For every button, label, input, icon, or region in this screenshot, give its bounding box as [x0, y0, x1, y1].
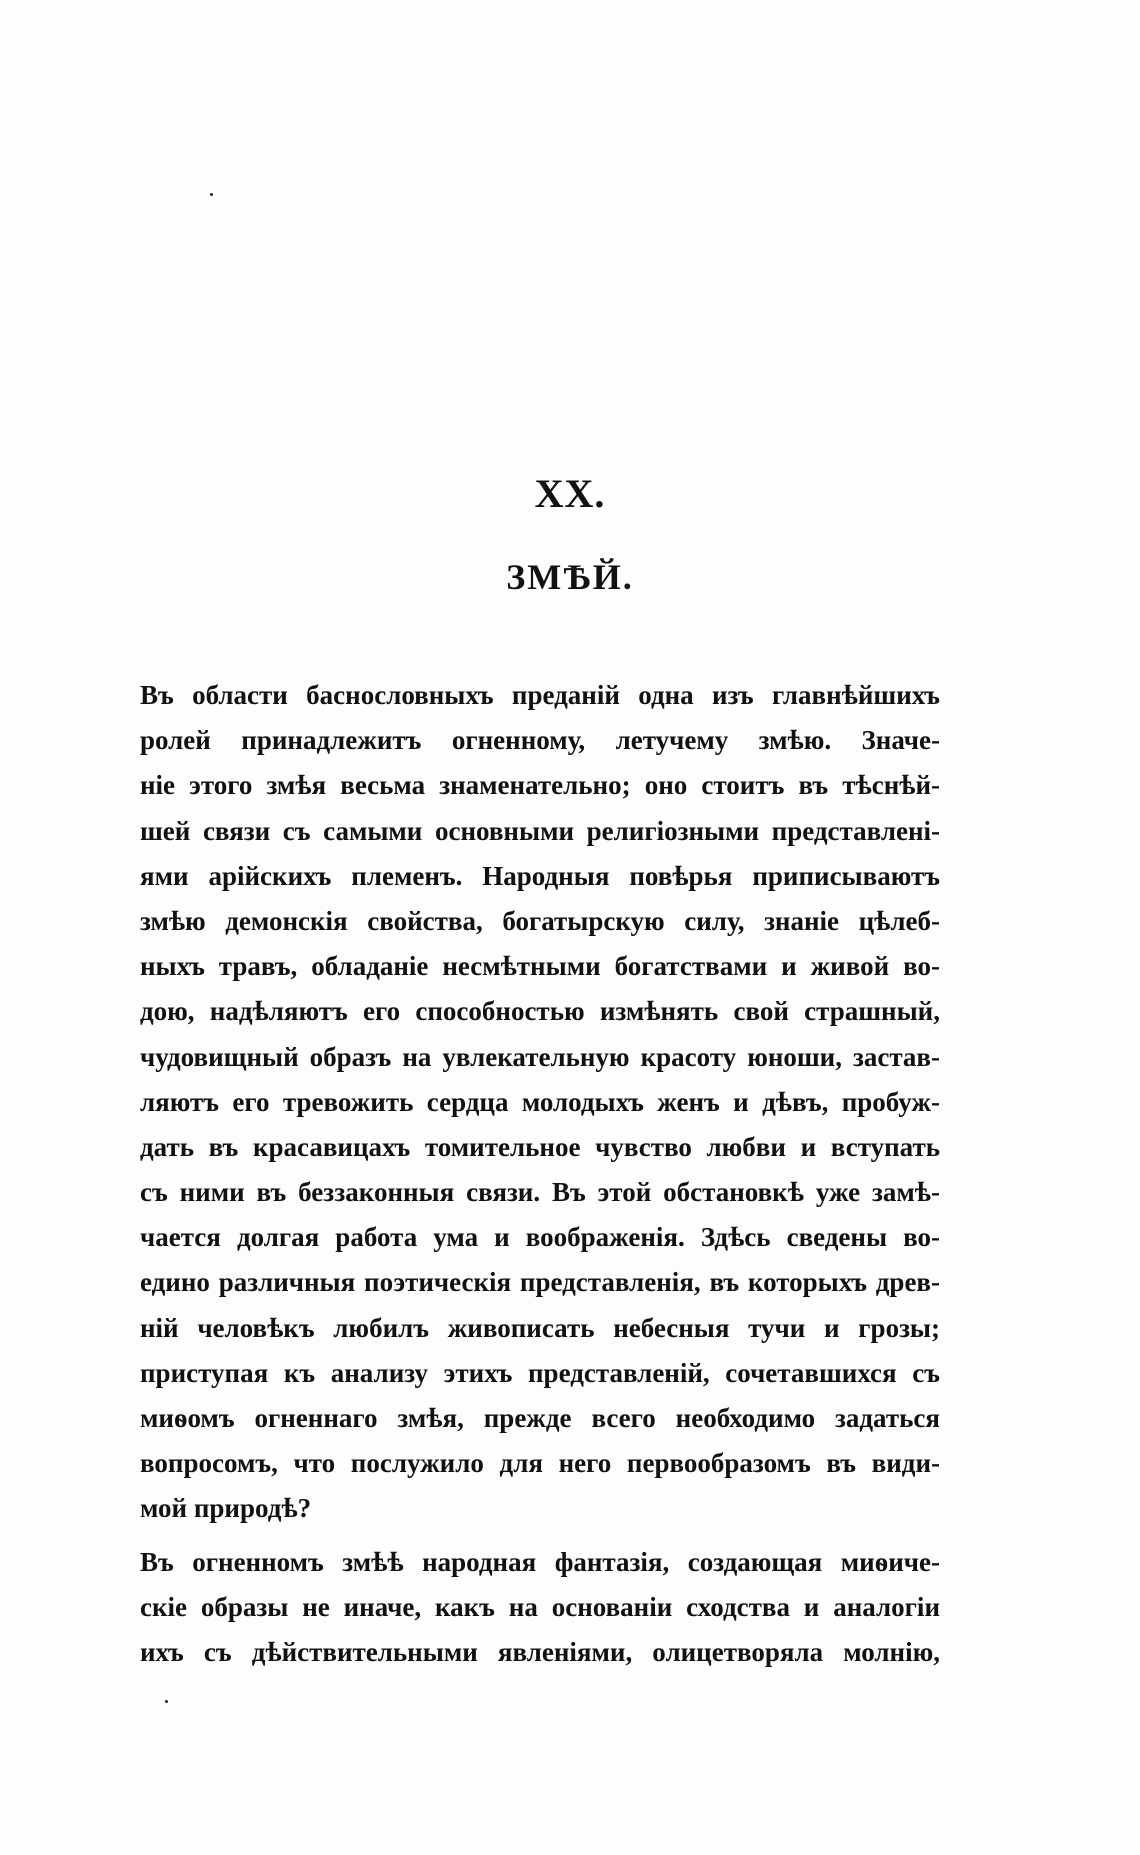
paragraph: [140, 1540, 940, 1676]
text-line: едино различныя поэтическія представленія, въ которыхъ древ-: [140, 1267, 940, 1298]
text-line: приступая къ анализу этихъ представленій, сочетавшихся съ: [140, 1357, 940, 1388]
text-line: мой природѣ?: [140, 1493, 312, 1524]
text-line: ями арійскихъ племенъ. Народныя повѣрья приписываютъ: [140, 860, 940, 891]
body-text: [140, 673, 940, 1675]
text-line: ихъ съ дѣйствительными явленіями, олицетворяла молнію,: [140, 1636, 940, 1667]
ink-speck: [210, 193, 213, 196]
text-line: Въ огненномъ змѣѣ народная фантазія, создающая миѳиче-: [140, 1546, 940, 1577]
text-line: ніе этого змѣя весьма знаменательно; оно стоитъ въ тѣснѣй-: [140, 770, 940, 801]
text-line: ній человѣкъ любилъ живописать небесныя тучи и грозы;: [140, 1312, 940, 1343]
text-line: дать въ красавицахъ томительное чувство любви и вступать: [140, 1131, 940, 1162]
text-line: скіе образы не иначе, какъ на основаніи сходства и аналогіи: [140, 1591, 940, 1622]
text-line: змѣю демонскія свойства, богатырскую силу, знаніе цѣлеб-: [140, 905, 940, 936]
chapter-title: ЗМѢЙ.: [506, 557, 634, 597]
text-line: Въ области баснословныхъ преданій одна изъ главнѣйшихъ: [140, 680, 940, 710]
text-line: чудовищный образъ на увлекательную красоту юноши, застав-: [140, 1041, 940, 1072]
chapter-number: XX.: [534, 471, 606, 516]
ink-speck: [165, 1700, 168, 1703]
text-line: ролей принадлежитъ огненному, летучему змѣю. Значе-: [140, 725, 940, 756]
text-line: чается долгая работа ума и воображенія. Здѣсь сведены во-: [140, 1222, 940, 1253]
text-line: ныхъ травъ, обладаніе несмѣтными богатствами и живой во-: [140, 951, 940, 982]
text-line: дою, надѣляютъ его способностью измѣнять свой страшный,: [140, 996, 940, 1027]
text-line: миѳомъ огненнаго змѣя, прежде всего необходимо задаться: [140, 1403, 940, 1433]
text-line: ляютъ его тревожить сердца молодыхъ женъ и дѣвъ, пробуж-: [140, 1086, 940, 1117]
text-line: шей связи съ самыми основными религіозными представлені-: [140, 815, 940, 846]
text-line: съ ними въ беззаконныя связи. Въ этой обстановкѣ уже замѣ-: [140, 1177, 940, 1208]
paragraph: [140, 673, 940, 1532]
paragraph-gap: [140, 1532, 940, 1540]
text-line: вопросомъ, что послужило для него первообразомъ въ види-: [140, 1448, 940, 1479]
